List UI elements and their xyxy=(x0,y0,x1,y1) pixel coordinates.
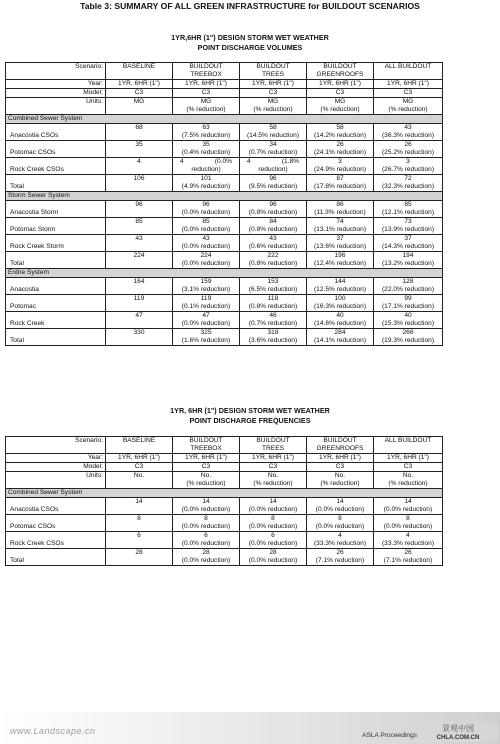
table-cell: 43 (0.6% reduction) xyxy=(240,235,307,252)
section-header: Entire System xyxy=(6,269,443,278)
table2-title xyxy=(0,406,500,426)
table-cell: 28 (0.0% reduction) xyxy=(173,549,240,566)
row-label: Potomac CSOs xyxy=(6,515,106,532)
header-row xyxy=(6,98,443,115)
header-cell: BASELINE xyxy=(106,63,173,80)
section-header: Storm Sewer System xyxy=(6,192,443,201)
header-cell: 1YR, 6HR (1") xyxy=(374,80,443,89)
table-cell: 14 (0.0% reduction) xyxy=(240,498,307,515)
source-credit: ASLA Proceedings xyxy=(362,732,417,739)
table-cell: 74 (13.1% reduction) xyxy=(307,218,374,235)
table-cell: 106 xyxy=(106,175,173,192)
table-row xyxy=(6,532,443,549)
table-cell: 26 (25.2% reduction) xyxy=(374,141,443,158)
header-cell: C3 xyxy=(374,89,443,98)
row-label: Anacostia CSOs xyxy=(6,498,106,515)
table-cell: 3 (26.7% reduction) xyxy=(374,158,443,175)
header-label: Scenario: xyxy=(6,63,106,80)
header-cell: ALL BUILDOUT xyxy=(374,63,443,80)
header-row xyxy=(6,89,443,98)
table-row xyxy=(6,218,443,235)
header-cell: C3 xyxy=(240,89,307,98)
row-label: Anacostia xyxy=(6,278,106,295)
header-cell: 1YR, 6HR (1") xyxy=(240,454,307,463)
header-cell: C3 xyxy=(374,463,443,472)
table-cell: 26 (7.1% reduction) xyxy=(374,549,443,566)
header-cell: BUILDOUT TREEBOX xyxy=(173,63,240,80)
table-cell: 73 (13.9% reduction) xyxy=(374,218,443,235)
table-cell: 47 xyxy=(106,312,173,329)
table-cell: 47 (0.0% reduction) xyxy=(173,312,240,329)
site-logo xyxy=(418,722,498,742)
table-row xyxy=(6,278,443,295)
header-cell: 1YR, 6HR (1") xyxy=(307,454,374,463)
section-row-entire-system xyxy=(6,269,443,278)
header-row xyxy=(6,472,443,489)
header-row xyxy=(6,454,443,463)
header-label: Year: xyxy=(6,80,106,89)
table-cell: 4 (33.3% reduction) xyxy=(374,532,443,549)
header-label: Scenario: xyxy=(6,437,106,454)
table-cell: 164 xyxy=(106,278,173,295)
table-cell: 96 (0.0% reduction) xyxy=(173,201,240,218)
header-row xyxy=(6,63,443,80)
table-cell: 325 (1.6% reduction) xyxy=(173,329,240,346)
table-cell: 28 (0.0% reduction) xyxy=(240,549,307,566)
header-cell: MG (% reduction) xyxy=(173,98,240,115)
header-cell: No. (% reduction) xyxy=(374,472,443,489)
header-cell: No. xyxy=(106,472,173,489)
table-cell: 8 (0.0% reduction) xyxy=(173,515,240,532)
section-row-combined-sewer-system xyxy=(6,489,443,498)
logo-text: CHLA.COM.CN xyxy=(436,735,480,741)
table-row xyxy=(6,515,443,532)
row-label: Rock Creek CSOs xyxy=(6,158,106,175)
table-row xyxy=(6,175,443,192)
table-cell: 99 (17.1% reduction) xyxy=(374,295,443,312)
table-cell: 4 (0.0% reduction) xyxy=(173,158,240,175)
row-label: Potomac Storm xyxy=(6,218,106,235)
document-title: Table 3: SUMMARY OF ALL GREEN INFRASTRUCTURE for BUILDOUT SCENARIOS xyxy=(80,1,420,11)
table-row xyxy=(6,201,443,218)
table-cell: 43 (36.3% reduction) xyxy=(374,124,443,141)
header-cell: BUILDOUT GREENROOFS xyxy=(307,63,374,80)
section-row-storm-sewer-system xyxy=(6,192,443,201)
row-label: Total xyxy=(6,329,106,346)
header-cell: BUILDOUT TREEBOX xyxy=(173,437,240,454)
table-cell: 144 (12.5% reduction) xyxy=(307,278,374,295)
header-cell: 1YR, 6HR (1") xyxy=(307,80,374,89)
table-cell: 119 xyxy=(106,295,173,312)
table1-title-line2: POINT DISCHARGE VOLUMES xyxy=(197,43,303,52)
watermark-text: www.Landscape.cn xyxy=(10,726,96,736)
table2-title-line2: POINT DISCHARGE FREQUENCIES xyxy=(189,416,311,425)
row-label: Anacostia Storm xyxy=(6,201,106,218)
table-cell: 85 (0.0% reduction) xyxy=(173,218,240,235)
header-cell: 1YR, 6HR (1") xyxy=(173,454,240,463)
table-cell: 6 (0.0% reduction) xyxy=(240,532,307,549)
table-cell: 8 (0.0% reduction) xyxy=(240,515,307,532)
header-cell: ALL BUILDOUT xyxy=(374,437,443,454)
header-cell: MG (% reduction) xyxy=(240,98,307,115)
discharge-frequencies-table xyxy=(5,436,443,566)
header-cell: 1YR, 6HR (1") xyxy=(173,80,240,89)
table-row xyxy=(6,498,443,515)
table-cell: 8 (0.0% reduction) xyxy=(374,515,443,532)
row-label: Rock Creek Storm xyxy=(6,235,106,252)
table-cell: 72 (32.3% reduction) xyxy=(374,175,443,192)
table1-title xyxy=(0,33,500,53)
table-cell: 222 (0.8% reduction) xyxy=(240,252,307,269)
table-cell: 3 (24.9% reduction) xyxy=(307,158,374,175)
table-cell: 224 xyxy=(106,252,173,269)
table-cell: 330 xyxy=(106,329,173,346)
table-row xyxy=(6,549,443,566)
table2-title-line1: 1YR, 6HR (1") DESIGN STORM WET WEATHER xyxy=(170,406,330,415)
table-cell: 26 (7.1% reduction) xyxy=(307,549,374,566)
table-cell: 35 xyxy=(106,141,173,158)
table-cell: 85 xyxy=(106,218,173,235)
header-label: Units: xyxy=(6,98,106,115)
table-cell: 14 (0.0% reduction) xyxy=(374,498,443,515)
table-cell: 37 (14.3% reduction) xyxy=(374,235,443,252)
table-cell: 14 (0.0% reduction) xyxy=(173,498,240,515)
table-cell: 4 (33.3% reduction) xyxy=(307,532,374,549)
table-cell: 128 (22.0% reduction) xyxy=(374,278,443,295)
table-cell: 68 xyxy=(106,124,173,141)
table-cell: 100 (16.3% reduction) xyxy=(307,295,374,312)
header-cell: MG xyxy=(106,98,173,115)
logo-chars: 景观中国 xyxy=(442,724,474,733)
header-cell: MG (% reduction) xyxy=(374,98,443,115)
table-cell: 159 (3.1% reduction) xyxy=(173,278,240,295)
table-cell: 266 (19.3% reduction) xyxy=(374,329,443,346)
table-row xyxy=(6,252,443,269)
table-row xyxy=(6,312,443,329)
header-label: Model: xyxy=(6,463,106,472)
table-cell: 35 (0.4% reduction) xyxy=(173,141,240,158)
row-label: Potomac CSOs xyxy=(6,141,106,158)
header-cell: C3 xyxy=(307,463,374,472)
header-cell: C3 xyxy=(106,463,173,472)
header-cell: BUILDOUT GREENROOFS xyxy=(307,437,374,454)
header-cell: No. (% reduction) xyxy=(173,472,240,489)
table-row xyxy=(6,295,443,312)
header-cell: BUILDOUT TREES xyxy=(240,63,307,80)
table-cell: 84 (0.8% reduction) xyxy=(240,218,307,235)
table1-title-line1: 1YR,6HR (1") DESIGN STORM WET WEATHER xyxy=(171,33,329,42)
table-cell: 194 (13.2% reduction) xyxy=(374,252,443,269)
table-cell: 8 (0.0% reduction) xyxy=(307,515,374,532)
table-cell: 6 (0.0% reduction) xyxy=(173,532,240,549)
table-cell: 96 (9.5% reduction) xyxy=(240,175,307,192)
header-cell: 1YR, 6HR (1") xyxy=(106,80,173,89)
header-cell: C3 xyxy=(173,463,240,472)
row-label: Potomac xyxy=(6,295,106,312)
header-cell: 1YR, 6HR (1") xyxy=(240,80,307,89)
table-cell: 14 xyxy=(106,498,173,515)
table-cell: 58 (14.5% reduction) xyxy=(240,124,307,141)
table-cell: 224 (0.0% reduction) xyxy=(173,252,240,269)
header-row xyxy=(6,463,443,472)
table-cell: 118 (0.8% reduction) xyxy=(240,295,307,312)
header-row xyxy=(6,80,443,89)
header-label: Model: xyxy=(6,89,106,98)
header-cell: 1YR, 6HR (1") xyxy=(374,454,443,463)
header-row xyxy=(6,437,443,454)
table-cell: 86 (11.3% reduction) xyxy=(307,201,374,218)
table-cell: 196 (12.4% reduction) xyxy=(307,252,374,269)
header-cell: No. (% reduction) xyxy=(240,472,307,489)
header-cell: No. (% reduction) xyxy=(307,472,374,489)
table-row xyxy=(6,141,443,158)
table-cell: 63 (7.5% reduction) xyxy=(173,124,240,141)
table-cell: 37 (13.6% reduction) xyxy=(307,235,374,252)
table-cell: 4 (1.8% reduction) xyxy=(240,158,307,175)
row-label: Total xyxy=(6,175,106,192)
table-cell: 87 (17.8% reduction) xyxy=(307,175,374,192)
table-cell: 96 xyxy=(106,201,173,218)
table-row xyxy=(6,329,443,346)
header-cell: BASELINE xyxy=(106,437,173,454)
table-cell: 26 (24.1% reduction) xyxy=(307,141,374,158)
row-label: Rock Creek CSOs xyxy=(6,532,106,549)
header-label: Units: xyxy=(6,472,106,489)
row-label: Total xyxy=(6,252,106,269)
table-cell: 284 (14.1% reduction) xyxy=(307,329,374,346)
table-row xyxy=(6,124,443,141)
table-row xyxy=(6,235,443,252)
table-cell: 43 xyxy=(106,235,173,252)
table-cell: 40 (14.6% reduction) xyxy=(307,312,374,329)
header-cell: 1YR, 6HR (1") xyxy=(106,454,173,463)
header-cell: C3 xyxy=(106,89,173,98)
table-cell: 43 (0.0% reduction) xyxy=(173,235,240,252)
header-cell: C3 xyxy=(307,89,374,98)
table-cell: 14 (0.0% reduction) xyxy=(307,498,374,515)
table-cell: 46 (0.7% reduction) xyxy=(240,312,307,329)
header-cell: MG (% reduction) xyxy=(307,98,374,115)
header-cell: BUILDOUT TREES xyxy=(240,437,307,454)
table-cell: 40 (15.3% reduction) xyxy=(374,312,443,329)
header-cell: C3 xyxy=(240,463,307,472)
table-cell: 101 (4.9% reduction) xyxy=(173,175,240,192)
header-cell: C3 xyxy=(173,89,240,98)
row-label: Rock Creek xyxy=(6,312,106,329)
row-label: Anacostia CSOs xyxy=(6,124,106,141)
table-cell: 85 (12.1% reduction) xyxy=(374,201,443,218)
table-cell: 58 (14.2% reduction) xyxy=(307,124,374,141)
table-cell: 96 (0.8% reduction) xyxy=(240,201,307,218)
row-label: Total xyxy=(6,549,106,566)
table-cell: 119 (0.1% reduction) xyxy=(173,295,240,312)
section-header: Combined Sewer System xyxy=(6,489,443,498)
section-header: Combined Sewer System xyxy=(6,115,443,124)
table-cell: 6 xyxy=(106,532,173,549)
table-cell: 318 (3.6% reduction) xyxy=(240,329,307,346)
table-cell: 153 (6.5% reduction) xyxy=(240,278,307,295)
table-cell: 28 xyxy=(106,549,173,566)
table-cell: 8 xyxy=(106,515,173,532)
table-row xyxy=(6,158,443,175)
header-label: Year: xyxy=(6,454,106,463)
discharge-volumes-table xyxy=(5,62,443,346)
section-row-combined-sewer-system xyxy=(6,115,443,124)
table-cell: 4 xyxy=(106,158,173,175)
table-cell: 34 (0.7% reduction) xyxy=(240,141,307,158)
